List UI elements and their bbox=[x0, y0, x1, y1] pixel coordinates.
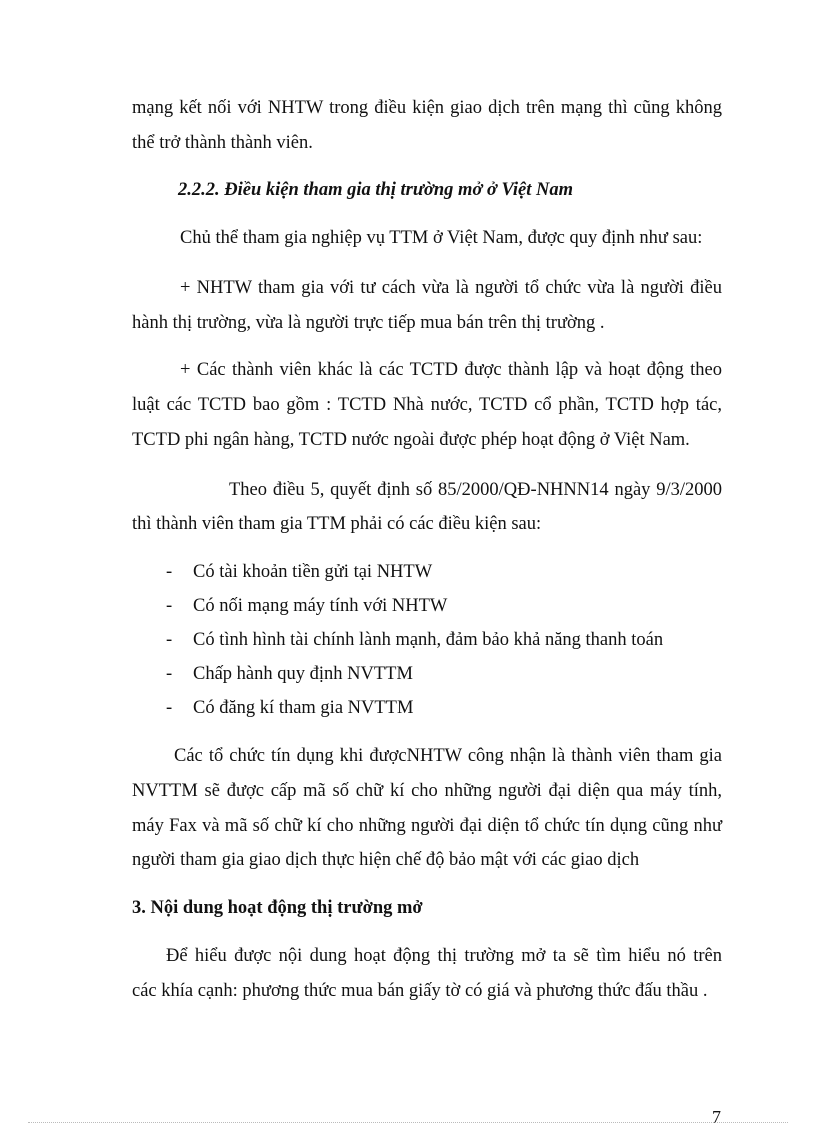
paragraph-members-line-3: TCTD phi ngân hàng, TCTD nước ngoài được phép hoạt động ở Việt Nam. bbox=[132, 430, 690, 450]
page-number: 7 bbox=[712, 1107, 721, 1127]
bullet-dash: - bbox=[166, 596, 173, 616]
paragraph-content-line-1: Để hiểu được nội dung hoạt động thị trường mở ta sẽ tìm hiểu nó trên bbox=[166, 946, 722, 966]
paragraph-members-line-2: luật các TCTD bao gồm : TCTD Nhà nước, TCTD cổ phần, TCTD hợp tác, bbox=[132, 395, 722, 415]
bullet-dash: - bbox=[166, 664, 173, 684]
paragraph-content-line-2: các khía cạnh: phương thức mua bán giấy tờ có giá và phương thức đấu thầu . bbox=[132, 981, 708, 1001]
paragraph-credit-line-1: Các tổ chức tín dụng khi đượcNHTW công nhận là thành viên tham gia bbox=[174, 746, 722, 766]
paragraph-nhtw-line-2: hành thị trường, vừa là người trực tiếp mua bán trên thị trường . bbox=[132, 313, 605, 333]
paragraph-decision-line-2: thì thành viên tham gia TTM phải có các điều kiện sau: bbox=[132, 514, 542, 534]
condition-list-item: - Có tài khoản tiền gửi tại NHTW bbox=[166, 562, 433, 582]
paragraph-credit-line-3: máy Fax và mã số chữ kí cho những người đại diện tổ chức tín dụng cũng như bbox=[132, 816, 722, 836]
section-heading-3: 3. Nội dung hoạt động thị trường mở bbox=[132, 898, 423, 918]
condition-list-item: - Có đăng kí tham gia NVTTM bbox=[166, 698, 414, 718]
paragraph-subjects: Chủ thể tham gia nghiệp vụ TTM ở Việt Nam, được quy định như sau: bbox=[180, 228, 703, 248]
condition-list-item: - Có tình hình tài chính lành mạnh, đảm bảo khả năng thanh toán bbox=[166, 630, 664, 650]
paragraph-nhtw-line-1: + NHTW tham gia với tư cách vừa là người tổ chức vừa là người điều bbox=[180, 278, 722, 298]
paragraph-credit-line-2: NVTTM sẽ được cấp mã số chữ kí cho những người đại diện qua máy tính, bbox=[132, 781, 722, 801]
paragraph-members-line-1: + Các thành viên khác là các TCTD được thành lập và hoạt động theo bbox=[180, 360, 722, 380]
intro-line-2: thể trở thành thành viên. bbox=[132, 133, 313, 153]
bullet-dash: - bbox=[166, 698, 173, 718]
condition-list-item: - Chấp hành quy định NVTTM bbox=[166, 664, 413, 684]
paragraph-decision-line-1: Theo điều 5, quyết định số 85/2000/QĐ-NHNN14 ngày 9/3/2000 bbox=[229, 480, 722, 500]
bullet-dash: - bbox=[166, 562, 173, 582]
intro-line-1: mạng kết nối với NHTW trong điều kiện giao dịch trên mạng thì cũng không bbox=[132, 98, 722, 118]
section-heading-2-2-2: 2.2.2. Điều kiện tham gia thị trường mở ở Việt Nam bbox=[178, 180, 573, 200]
condition-list-item: - Có nối mạng máy tính với NHTW bbox=[166, 596, 448, 616]
paragraph-credit-line-4: người tham gia giao dịch thực hiện chế độ bảo mật với các giao dịch bbox=[132, 850, 640, 870]
bullet-dash: - bbox=[166, 630, 173, 650]
